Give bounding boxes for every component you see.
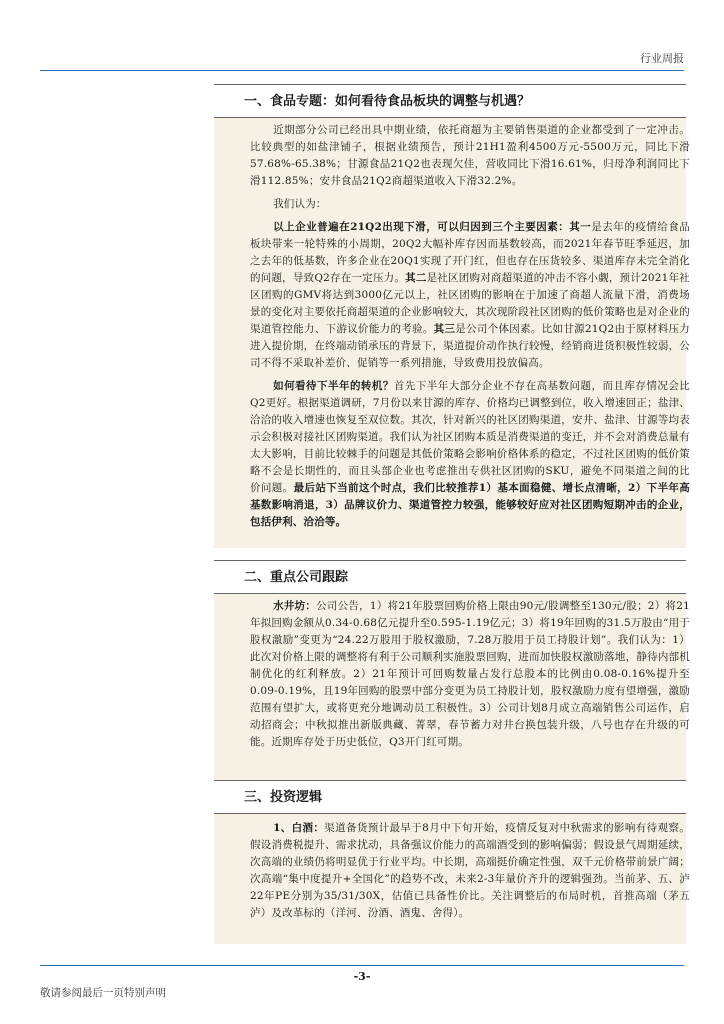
footer-disclaimer: 敬请参阅最后一页特别声明 [40,987,166,999]
bold-text-run: 如何看待下半年的转机？ [273,380,394,392]
section-2-title: 二、重点公司跟踪 [214,560,686,594]
header-label: 行业周报 [640,52,684,65]
bold-text-run: 以上企业普遍在21Q2出现下滑，可以归因到三个主要因素：其一 [273,221,592,233]
bold-text-run: 其二 [405,272,427,284]
section-2-body [250,598,690,751]
text-run: 我们认为： [273,198,327,210]
footer-rule [40,965,684,966]
section-1-body [250,122,690,531]
section-1-title: 一、食品专题：如何看待食品板块的调整与机遇？ [214,84,686,118]
header-rule [40,70,684,71]
paragraph [250,598,690,751]
text-run: 渠道备货预计最早于8月中下旬开始，疫情反复对中秋需求的影响有待观察。假设消费税提升、需求扰动，具备强议价能力的高端酒受到的影响偏弱；假设景气周期延续，次高端的业绩仍将明显优于行业平均。中长期，高端挺价确定性强，双千元价格带前景广阔；次高端“集中度提升+全国化”的趋势不改，未来2-3年量价齐升的逻辑强劲。当前茅、五、泸22年PE分别为35/31/30X，估值已具备性价比。关注调整后的布局时机，首推高端（茅五泸）及改革标的（洋河、汾酒、酒鬼、舍得）。 [250,822,690,919]
text-run: 近期部分公司已经出具中期业绩，依托商超为主要销售渠道的企业都受到了一定冲击。比较典型的如盐津铺子，根据业绩预告，预计21H1盈利4500万元-5500万元，同比下滑57.68%-65.38%；甘源食品21Q2也表现欠佳，营收同比下滑16.61%，归母净利润同比下滑112.85%；安井食品21Q2商超渠道收入下滑32.2%。 [250,124,690,187]
text-run: 公司公告，1）将21年股票回购价格上限由90元/股调整至130元/股；2）将21年拟回购金额从0.34-0.68亿元提升至0.595-1.19亿元；3）将19年回购的31.5万股由“用于股权激励”变更为“24.22万股用于股权激励，7.28万股用于员工持股计划”。我们认为：1）此次对价格上限的调整将有利于公司顺利实施股票回购，进而加快股权激励落地，静待内部机制优化的红利释放。2）21年预计可回购数量占发行总股本的比例由0.08-0.16%提升至0.09-0.19%，且19年回购的股票中部分变更为员工持股计划，股权激励力度有望增强，激励范围有望扩大，或将更充分地调动员工积极性。3）公司计划8月成立高端销售公司运作，启动招商会；中秋拟推出新版典藏、菁翠，春节蓄力对井台换包装升级，八号也存在升级的可能。近期库存处于历史低位，Q3开门红可期。 [250,600,690,748]
bold-text-run: 水井坊： [273,600,317,612]
bold-text-run: 1、白酒： [273,822,325,834]
bold-text-run: 其三 [433,323,456,335]
paragraph [250,820,690,922]
bold-text-run: 最后站下当前这个时点，我们比较推荐1）基本面稳健、增长点清晰，2）下半年高基数影响消退，3）品牌议价力、渠道管控力较强，能够较好应对社区团购短期冲击的企业，包括伊利、洽洽等。 [250,482,690,528]
section-3-body [250,820,690,922]
text-run: 首先下半年大部分企业不存在高基数问题，而且库存情况会比Q2更好。根据渠道调研，7月份以来甘源的库存、价格均已调整到位，收入增速回正；盐津、洽洽的收入增速也恢复至双位数。其次，针对新兴的社区团购渠道，安井、盐津、甘源等均表示会积极对接社区团购渠道。我们认为社区团购本质是消费渠道的变迁，并不会对消费总量有太大影响，目前比较棘手的问题是其低价策略会影响价格体系的稳定，不过社区团购的低价策略不会是长期性的，而且头部企业也考虑推出专供社区团购的SKU，避免不同渠道之间的比价问题。 [250,380,690,494]
text-run: 是去年的疫情给食品板块带来一轮特殊的小周期，20Q2大幅补库存因而基数较高，而2021年春节旺季延迟，加之去年的低基数，许多企业在20Q1实现了开门红，但也存在压货较多、渠道库存未完全消化的问题，导致Q2存在一定压力。 [250,221,690,284]
paragraph [250,219,690,372]
paragraph [250,196,690,213]
text-run: 是公司个体因素。比如甘源21Q2由于原材料压力进入提价期，在终端动销承压的背景下，渠道提价动作执行较慢，经销商进货积极性较弱，公司不得不采取补差价、促销等一系列措施，导致费用投放偏高。 [250,323,690,369]
page-number: -3- [353,970,371,983]
paragraph [250,122,690,190]
paragraph [250,378,690,531]
text-run: 是社区团购对商超渠道的冲击不容小觑，预计2021年社区团购的GMV将达到3000亿元以上，社区团购的影响在于加速了商超人流量下滑，消费场景的变化对主要依托商超渠道的企业影响较大，其次现阶段社区团购的低价策略也是对企业的渠道管控能力、下游议价能力的考验。 [250,272,691,335]
section-3-title: 三、投资逻辑 [214,780,686,814]
